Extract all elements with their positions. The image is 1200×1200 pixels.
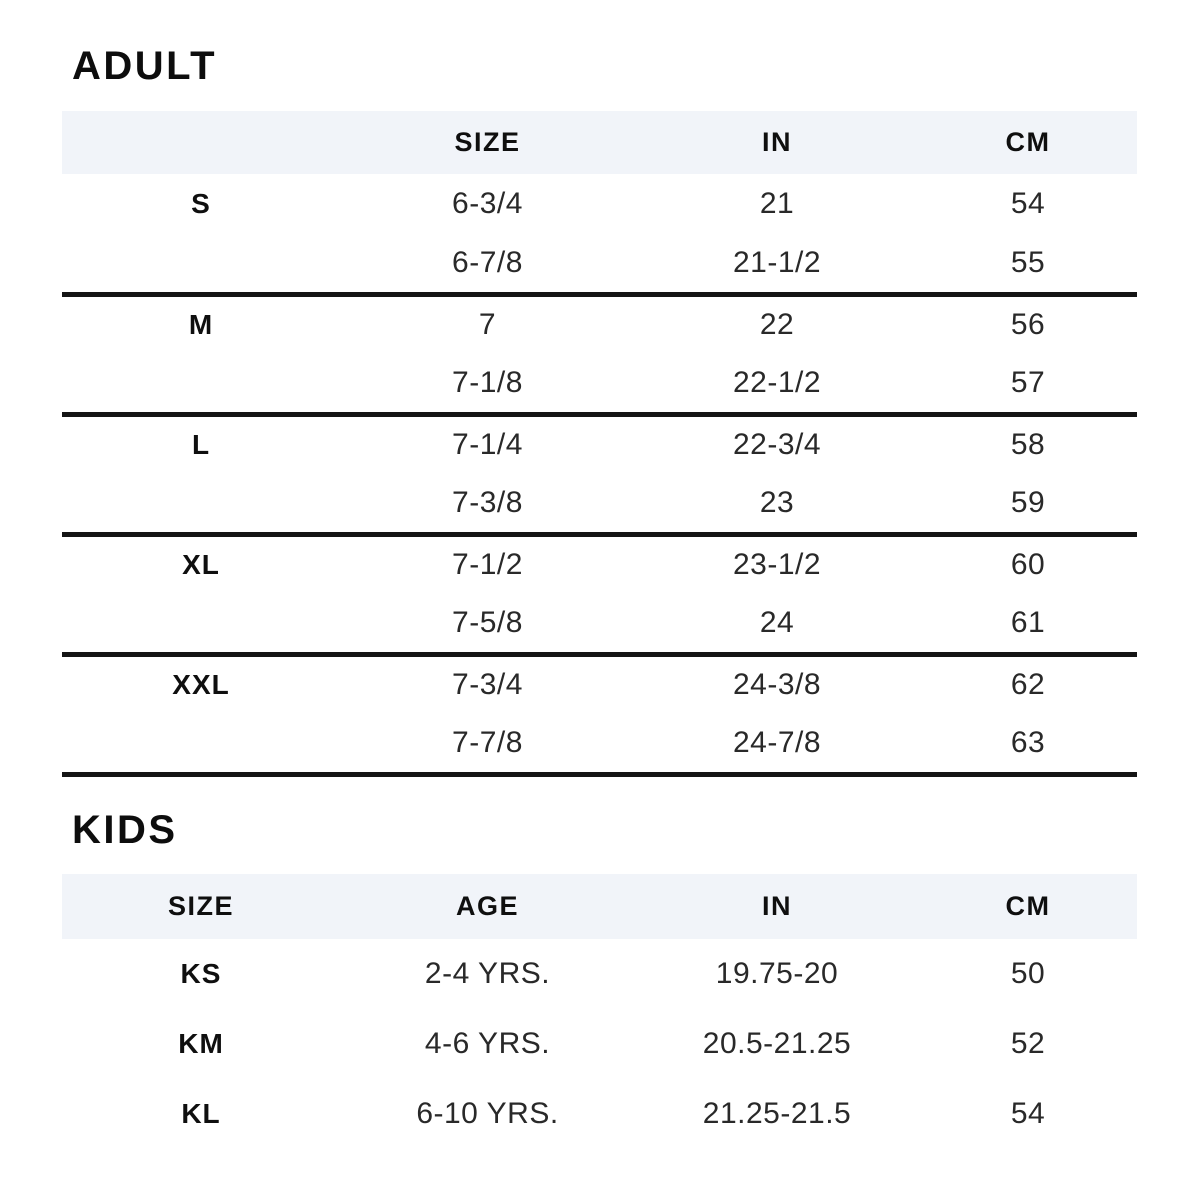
size-group-label: XXL [172, 669, 230, 701]
adult-header-row [62, 111, 1137, 174]
table-row [62, 174, 1137, 234]
adult-col-header-cm: CM [919, 111, 1137, 174]
kids-col-header-size: SIZE [62, 874, 340, 939]
size-group-label-empty [62, 354, 340, 414]
size-group-label: XL [182, 549, 220, 581]
cm-cell: 54 [1010, 1096, 1046, 1130]
size-group-label: M [188, 309, 214, 341]
size-cell: 7-3/8 [340, 474, 635, 534]
adult-col-header-blank [62, 111, 340, 174]
size-cell: 6-3/4 [452, 187, 523, 220]
age-cell: 4-6 YRS. [424, 1026, 551, 1060]
table-row [62, 294, 1137, 354]
cm-cell: 57 [919, 354, 1137, 414]
table-row [62, 594, 1137, 654]
in-cell: 22 [759, 308, 795, 342]
size-group-label-empty [62, 474, 340, 534]
size-group-label-empty [62, 714, 340, 774]
kids-size-label: KM [178, 1027, 224, 1059]
in-cell: 19.75-20 [715, 956, 839, 990]
table-row [62, 1079, 1137, 1149]
kids-header-row [62, 874, 1137, 939]
table-row [62, 1009, 1137, 1079]
table-row [62, 414, 1137, 474]
in-cell: 22-1/2 [635, 354, 919, 414]
cm-cell: 60 [1010, 548, 1046, 582]
size-group-label-empty [62, 594, 340, 654]
kids-section-title: KIDS [72, 807, 178, 852]
table-row [62, 939, 1137, 1009]
size-cell: 7-3/4 [452, 668, 523, 702]
cm-cell: 52 [1010, 1026, 1046, 1060]
kids-col-header-cm: CM [919, 874, 1137, 939]
cm-cell: 55 [919, 234, 1137, 294]
in-cell: 22-3/4 [732, 428, 822, 462]
size-cell: 7-5/8 [340, 594, 635, 654]
kids-size-label: KS [180, 957, 222, 989]
age-cell: 2-4 YRS. [424, 956, 551, 990]
table-row [62, 654, 1137, 714]
kids-col-header-in: IN [635, 874, 919, 939]
size-cell: 7-1/2 [452, 548, 523, 582]
cm-cell: 50 [1010, 956, 1046, 990]
size-cell: 6-7/8 [340, 234, 635, 294]
table-row [62, 714, 1137, 774]
table-row [62, 354, 1137, 414]
cm-cell: 54 [1010, 187, 1046, 220]
size-cell: 7-1/4 [452, 428, 523, 462]
cm-cell: 59 [919, 474, 1137, 534]
table-row [62, 474, 1137, 534]
cm-cell: 58 [1010, 428, 1046, 462]
size-cell: 7-7/8 [340, 714, 635, 774]
adult-size-table [62, 111, 1137, 777]
table-row [62, 534, 1137, 594]
size-cell: 7 [478, 308, 497, 342]
size-group-label: S [191, 188, 211, 219]
in-cell: 23 [635, 474, 919, 534]
cm-cell: 62 [1010, 668, 1046, 702]
size-group-label: L [191, 429, 211, 461]
in-cell: 21 [759, 187, 795, 220]
cm-cell: 56 [1010, 308, 1046, 342]
size-group-label-empty [62, 234, 340, 294]
kids-size-label: KL [181, 1097, 221, 1129]
cm-cell: 61 [919, 594, 1137, 654]
in-cell: 24-7/8 [635, 714, 919, 774]
in-cell: 24 [635, 594, 919, 654]
size-cell: 7-1/8 [340, 354, 635, 414]
in-cell: 24-3/8 [732, 668, 822, 702]
kids-col-header-age: AGE [340, 874, 635, 939]
cm-cell: 63 [919, 714, 1137, 774]
in-cell: 20.5-21.25 [702, 1026, 852, 1060]
adult-col-header-size: SIZE [340, 111, 635, 174]
kids-size-table [62, 874, 1137, 1149]
in-cell: 23-1/2 [732, 548, 822, 582]
adult-section-title: ADULT [72, 44, 218, 88]
table-row [62, 234, 1137, 294]
in-cell: 21-1/2 [635, 234, 919, 294]
age-cell: 6-10 YRS. [416, 1096, 559, 1130]
adult-col-header-in: IN [635, 111, 919, 174]
in-cell: 21.25-21.5 [702, 1096, 852, 1130]
